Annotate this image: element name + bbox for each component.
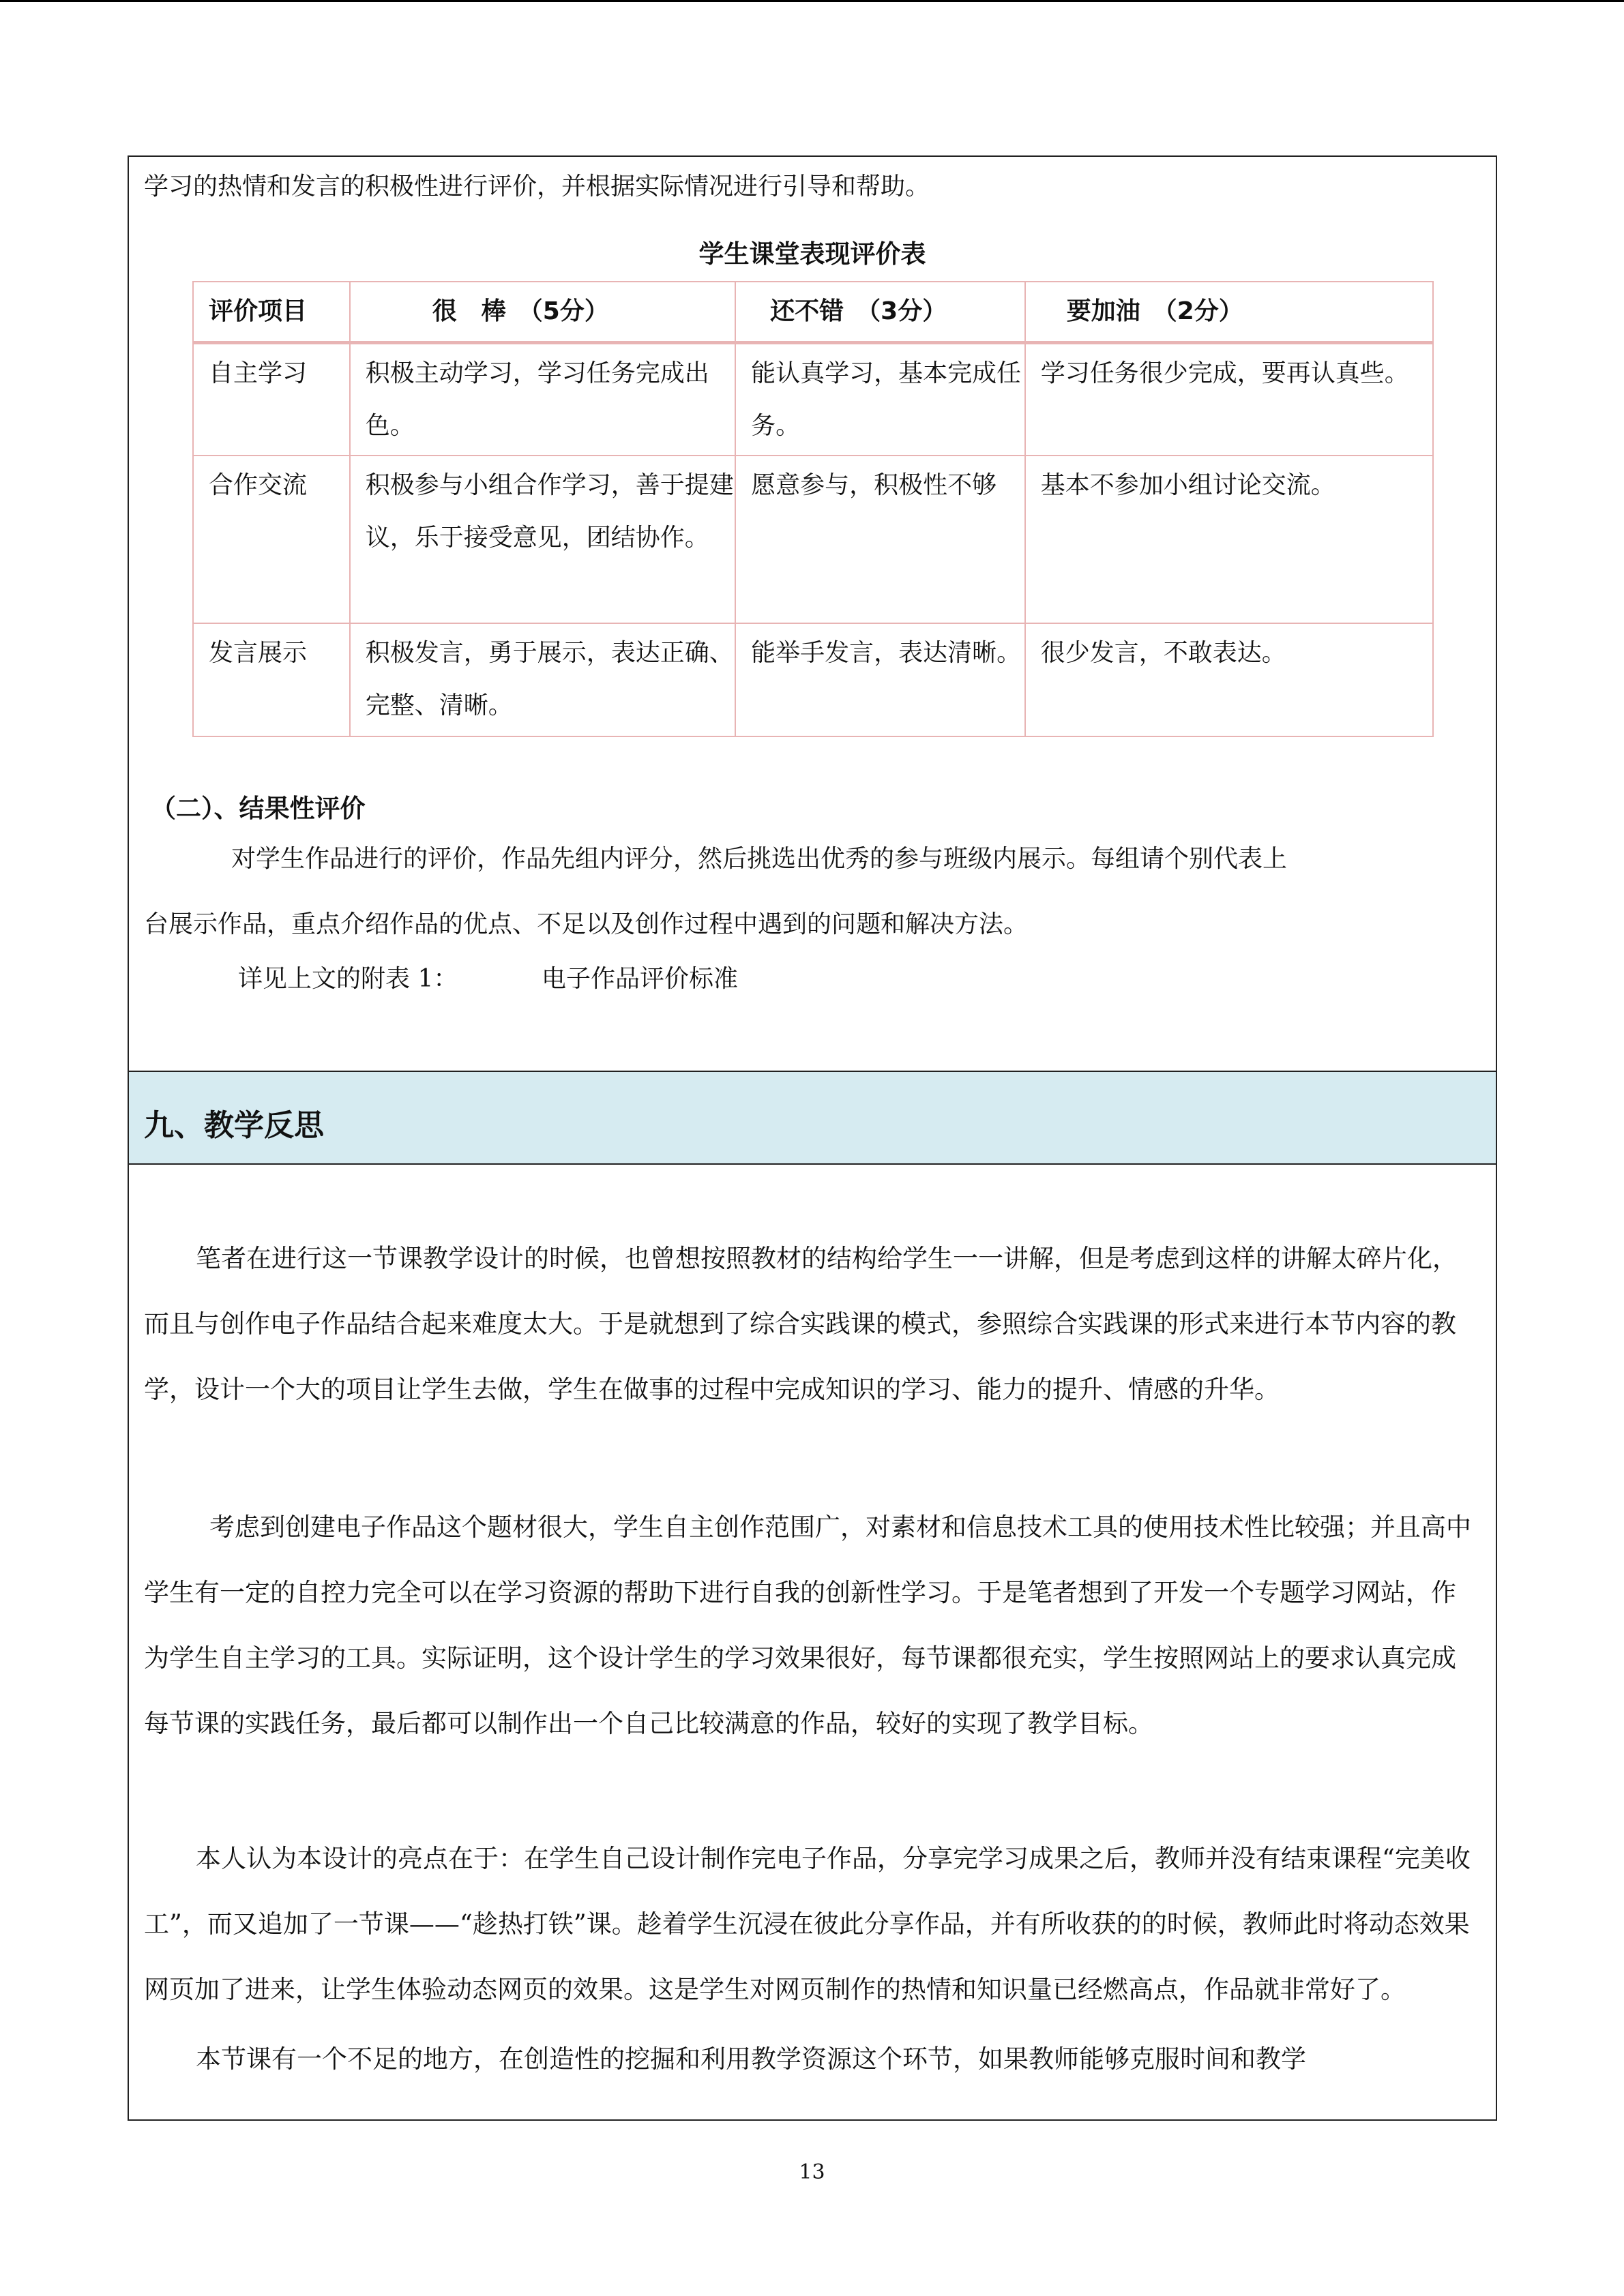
evaluation-table bbox=[192, 281, 1434, 737]
reference-target: 电子作品评价标准 bbox=[542, 965, 739, 993]
table-row bbox=[193, 623, 1433, 736]
table-cell: 愿意参与，积极性不够 bbox=[735, 456, 1025, 623]
body-line: 台展示作品，重点介绍作品的优点、不足以及创作过程中遇到的问题和解决方法。 bbox=[144, 910, 1029, 938]
reference-label: 详见上文的附表 1： bbox=[238, 965, 458, 993]
paragraph: 考虑到创建电子作品这个题材很大，学生自主创作范围广，对素材和信息技术工具的使用技术性比较强；并且高中学生有一定的自控力完全可以在学习资源的帮助下进行自我的创新性学习。于是笔者想到了开发一个专题学习网站，作为学生自主学习的工具。实际证明，这个设计学生的学习效果很好，每节课都很充实，学生按照网站上的要求认真完成每节课的实践任务，最后都可以制作出一个自己比较满意的作品，较好的实现了教学目标。 bbox=[144, 1512, 1471, 1738]
body-line: 对学生作品进行的评价，作品先组内评分，然后挑选出优秀的参与班级内展示。每组请个别代表上 bbox=[231, 845, 1288, 873]
table-header-cell: 评价项目 bbox=[193, 282, 350, 343]
table-header-cell: 很 棒 （5分） bbox=[350, 282, 735, 343]
table-cell: 能认真学习，基本完成任务。 bbox=[735, 343, 1025, 456]
table-caption: 学生课堂表现评价表 bbox=[698, 239, 926, 269]
table-cell: 学习任务很少完成，要再认真些。 bbox=[1025, 343, 1433, 456]
table-cell: 积极参与小组合作学习，善于提建议，乐于接受意见，团结协作。 bbox=[350, 456, 735, 623]
table-header-cell: 还不错 （3分） bbox=[735, 282, 1025, 343]
top-rule bbox=[0, 0, 1624, 2]
table-header-cell: 要加油 （2分） bbox=[1025, 282, 1433, 343]
table-cell: 自主学习 bbox=[193, 343, 350, 456]
paragraph: 本人认为本设计的亮点在于：在学生自己设计制作完电子作品，分享完学习成果之后，教师并没有结束课程“完美收工”，而又追加了一节课——“趁热打铁”课。趁着学生沉浸在彼此分享作品，并有所收获的的时候，教师此时将动态效果网页加了进来，让学生体验动态网页的效果。这是学生对网页制作的热情和知识量已经燃高点，作品就非常好了。 bbox=[144, 1844, 1471, 2004]
section-heading-band bbox=[129, 1071, 1496, 1165]
table-cell: 发言展示 bbox=[193, 623, 350, 736]
table-header-row bbox=[193, 282, 1433, 343]
table-cell: 能举手发言，表达清晰。 bbox=[735, 623, 1025, 736]
table-cell: 积极主动学习，学习任务完成出色。 bbox=[350, 343, 735, 456]
table-cell: 合作交流 bbox=[193, 456, 350, 623]
paragraph: 笔者在进行这一节课教学设计的时候，也曾想按照教材的结构给学生一一讲解，但是考虑到这样的讲解太碎片化，而且与创作电子作品结合起来难度太大。于是就想到了综合实践课的模式，参照综合实践课的形式来进行本节内容的教学，设计一个大的项目让学生去做，学生在做事的过程中完成知识的学习、能力的提升、情感的升华。 bbox=[144, 1244, 1458, 1404]
evaluation-section bbox=[129, 157, 1496, 1071]
subheading: （二）、结果性评价 bbox=[151, 794, 366, 823]
table-cell: 很少发言，不敢表达。 bbox=[1025, 623, 1433, 736]
intro-line: 学习的热情和发言的积极性进行评价，并根据实际情况进行引导和帮助。 bbox=[144, 173, 930, 200]
content-frame bbox=[128, 155, 1497, 2121]
table-cell: 基本不参加小组讨论交流。 bbox=[1025, 456, 1433, 623]
paragraph: 本节课有一个不足的地方，在创造性的挖掘和利用教学资源这个环节，如果教师能够克服时间和教学 bbox=[196, 2044, 1306, 2074]
table-row bbox=[193, 456, 1433, 623]
page-number: 13 bbox=[799, 2160, 825, 2184]
section-heading: 九、教学反思 bbox=[144, 1108, 324, 1143]
table-cell: 积极发言，勇于展示，表达正确、完整、清晰。 bbox=[350, 623, 735, 736]
table-row bbox=[193, 343, 1433, 456]
